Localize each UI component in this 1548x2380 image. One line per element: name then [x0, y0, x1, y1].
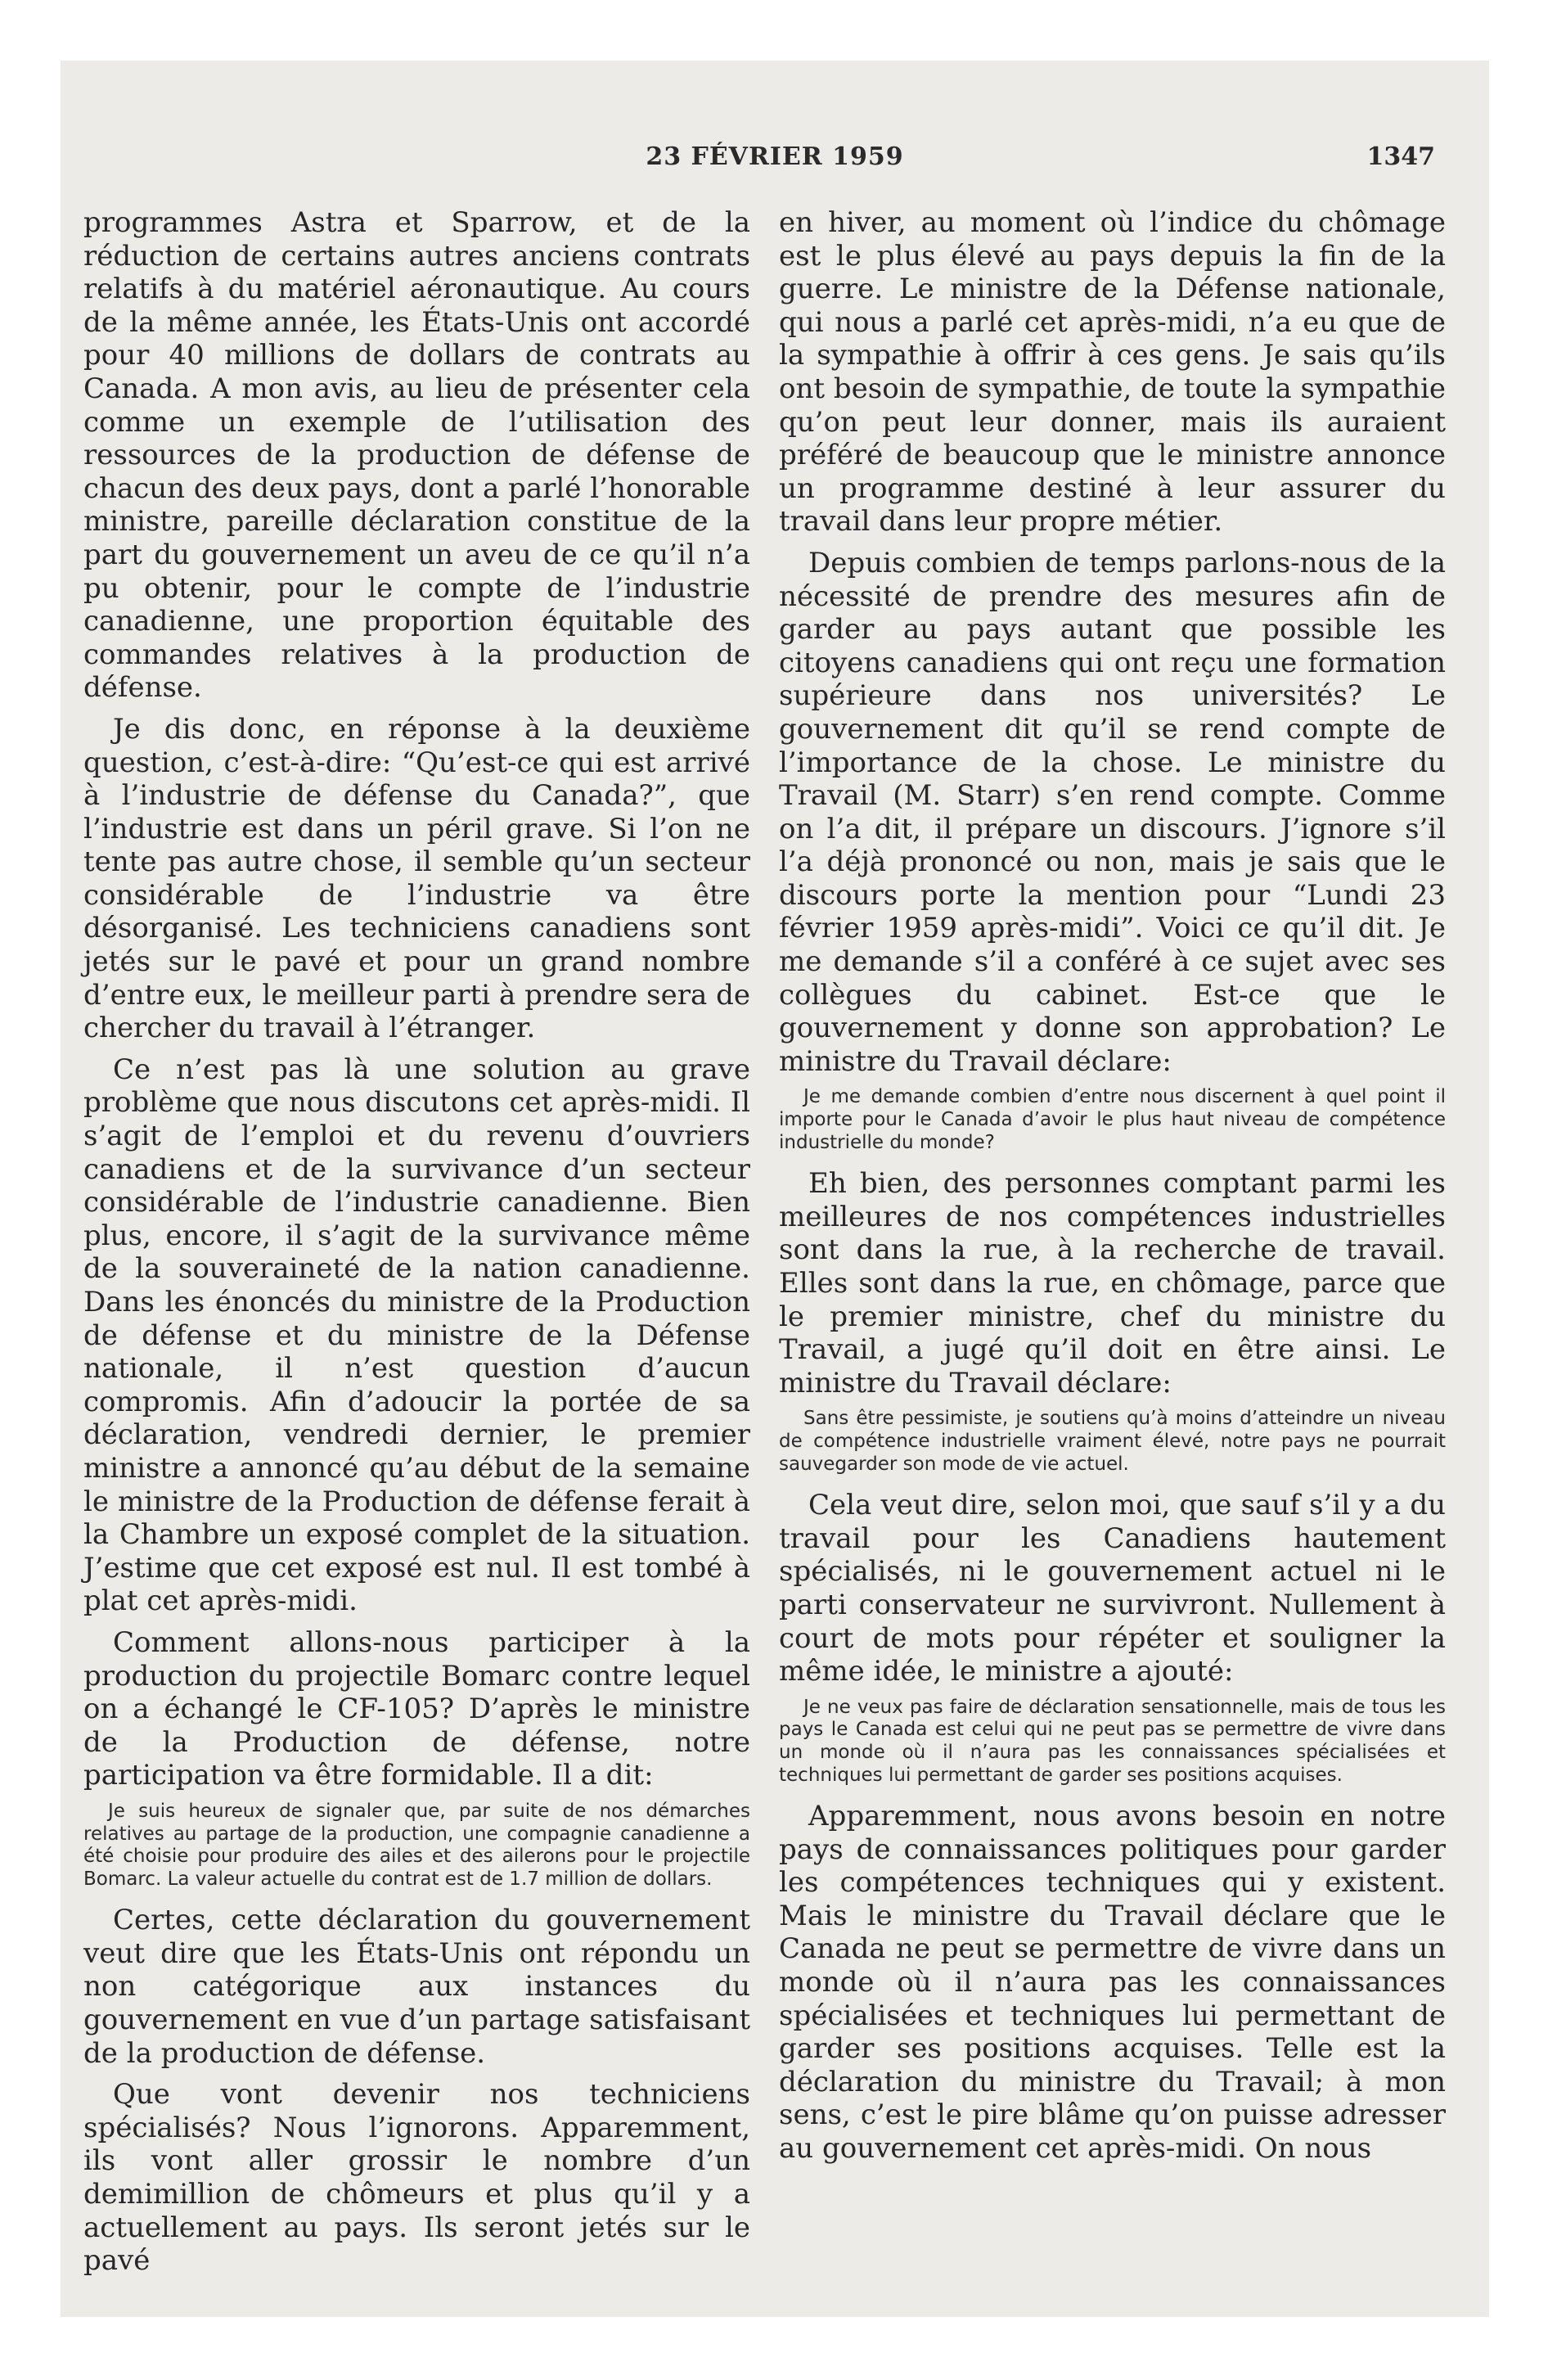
left-column: [83, 206, 750, 2286]
quotation: Sans être pessimiste, je soutiens qu’à moins d’atteindre un niveau de compétence industrielle vraiment élevé, notre pays ne pourrait sauvegarder son mode de vie actuel.: [779, 1408, 1446, 1475]
paragraph: Je dis donc, en réponse à la deuxième question, c’est-à-dire: “Qu’est-ce qui est arrivé à l’industrie de défense du Canada?”, que l’industrie est dans un péril grave. Si l’on ne tente pas autre chose, il semble qu’un secteur considérable de l’industrie va être désorganisé. Les techniciens canadiens sont jetés sur le pavé et pour un grand nombre d’entre eux, le meilleur parti à prendre sera de chercher du travail à l’étranger.: [83, 712, 750, 1045]
quotation: Je ne veux pas faire de déclaration sensationnelle, mais de tous les pays le Canada est celui qui ne peut pas se permettre de vivre dans un monde où il n’aura pas les connaissances spécialisées et techniques lui permettant de garder ses positions acquises.: [779, 1696, 1446, 1786]
paragraph: Ce n’est pas là une solution au grave problème que nous discutons cet après-midi. Il s’agit de l’emploi et du revenu d’ouvriers canadiens et de la survivance d’un secteur considérable de l’industrie canadienne. Bien plus, encore, il s’agit de la survivance même de la souveraineté de la nation canadienne. Dans les énoncés du ministre de la Production de défense et du ministre de la Défense nationale, il n’est question d’aucun compromis. Afin d’adoucir la portée de sa déclaration, vendredi dernier, le premier ministre a annoncé qu’au début de la semaine le ministre de la Production de défense ferait à la Chambre un exposé complet de la situation. J’estime que cet exposé est nul. Il est tombé à plat cet après-midi.: [83, 1053, 750, 1618]
paragraph: Comment allons-nous participer à la production du projectile Bomarc contre lequel on a échangé le CF-105? D’après le ministre de la Production de défense, notre participation va être formidable. Il a dit:: [83, 1625, 750, 1792]
paragraph: Eh bien, des personnes comptant parmi les meilleures de nos compétences industrielles sont dans la rue, à la recherche de travail. Elles sont dans la rue, en chômage, parce que le premier ministre, chef du ministre du Travail, a jugé qu’il doit en être ainsi. Le ministre du Travail déclare:: [779, 1167, 1446, 1400]
paragraph: Certes, cette déclaration du gouvernement veut dire que les États-Unis ont répondu un non catégorique aux instances du gouvernement en vue d’un partage satisfaisant de la production de défense.: [83, 1904, 750, 2070]
paragraph: Depuis combien de temps parlons-nous de la nécessité de prendre des mesures afin de garder au pays autant que possible les citoyens canadiens qui ont reçu une formation supérieure dans nos universités? Le gouvernement dit qu’il se rend compte de l’importance de la chose. Le ministre du Travail (M. Starr) s’en rend compte. Comme on l’a dit, il prépare un discours. J’ignore s’il l’a déjà prononcé ou non, mais je sais que le discours porte la mention pour “Lundi 23 février 1959 après-midi”. Voici ce qu’il dit. Je me demande s’il a conféré à ce sujet avec ses collègues du cabinet. Est-ce que le gouvernement y donne son approbation? Le ministre du Travail déclare:: [779, 546, 1446, 1078]
paragraph: Cela veut dire, selon moi, que sauf s’il y a du travail pour les Canadiens hautement spécialisés, ni le gouvernement actuel ni le parti conservateur ne survivront. Nullement à court de mots pour répéter et souligner la même idée, le ministre a ajouté:: [779, 1489, 1446, 1688]
page-header: [61, 142, 1489, 183]
right-column: [779, 206, 1446, 2174]
document-page: [61, 61, 1489, 2317]
paragraph: en hiver, au moment où l’indice du chômage est le plus élevé au pays depuis la fin de la guerre. Le ministre de la Défense nationale, qui nous a parlé cet après-midi, n’a eu que de la sympathie à offrir à ces gens. Je sais qu’ils ont besoin de sympathie, de toute la sympathie qu’on peut leur donner, mais ils auraient préféré de beaucoup que le ministre annonce un programme destiné à leur assurer du travail dans leur propre métier.: [779, 206, 1446, 539]
paragraph: Apparemment, nous avons besoin en notre pays de connaissances politiques pour garder les compétences techniques qui y existent. Mais le ministre du Travail déclare que le Canada ne peut se permettre de vivre dans un monde où il n’aura pas les connaissances spécialisées et techniques lui permettant de garder ses positions acquises. Telle est la déclaration du ministre du Travail; à mon sens, c’est le pire blâme qu’on puisse adresser au gouvernement cet après-midi. On nous: [779, 1800, 1446, 2166]
header-date: 23 FÉVRIER 1959: [646, 142, 904, 171]
quotation: Je suis heureux de signaler que, par suite de nos démarches relatives au partage de la production, une compagnie canadienne a été choisie pour produire des ailes et des ailerons pour le projectile Bomarc. La valeur actuelle du contrat est de 1.7 million de dollars.: [83, 1800, 750, 1890]
quotation: Je me demande combien d’entre nous discernent à quel point il importe pour le Canada d’avoir le plus haut niveau de compétence industrielle du monde?: [779, 1086, 1446, 1153]
page-number: 1347: [1366, 142, 1435, 171]
paragraph: Que vont devenir nos techniciens spécialisés? Nous l’ignorons. Apparemment, ils vont aller grossir le nombre d’un demimillion de chômeurs et plus qu’il y a actuellement au pays. Ils seront jetés sur le pavé: [83, 2078, 750, 2278]
paragraph: programmes Astra et Sparrow, et de la réduction de certains autres anciens contrats relatifs à du matériel aéronautique. Au cours de la même année, les États-Unis ont accordé pour 40 millions de dollars de contrats au Canada. A mon avis, au lieu de présenter cela comme un exemple de l’utilisation des ressources de la production de défense de chacun des deux pays, dont a parlé l’honorable ministre, pareille déclaration constitue de la part du gouvernement un aveu de ce qu’il n’a pu obtenir, pour le compte de l’industrie canadienne, une proportion équitable des commandes relatives à la production de défense.: [83, 206, 750, 705]
